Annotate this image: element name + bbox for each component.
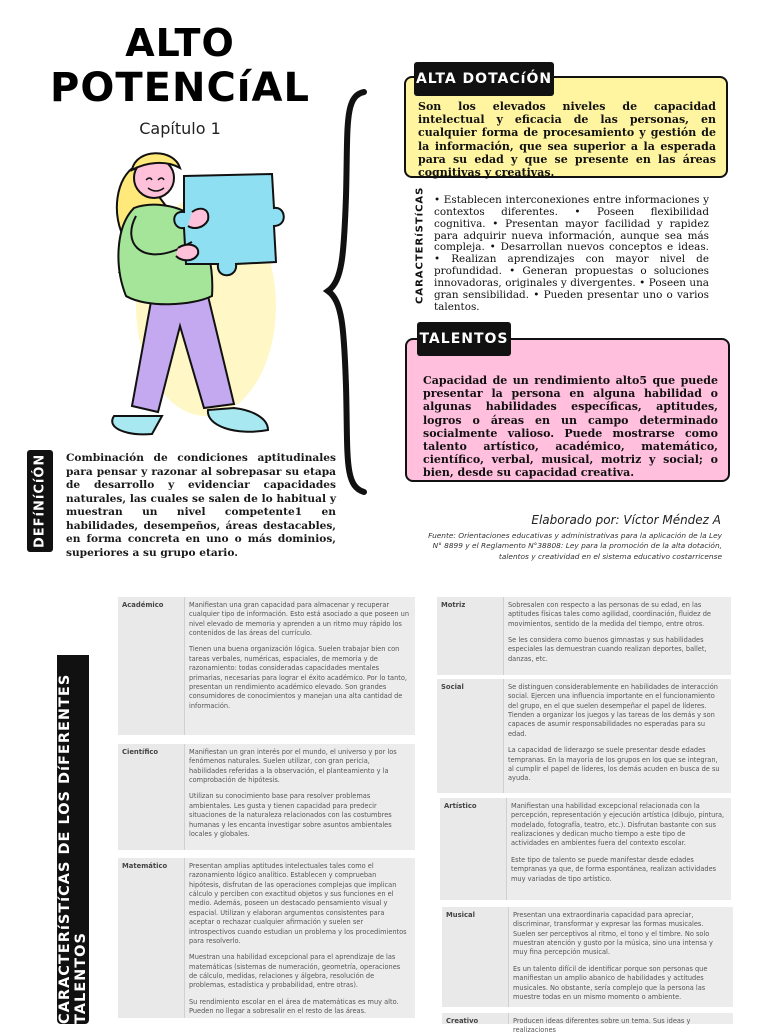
alta-dotacion-text: Son los elevados niveles de capacidad intelectual y eficacia de las personas, en cualquier forma de procesamiento y gestión de la información, que sea superior a la esperada para su edad y que se presente en las áreas cognitivas y creativas. bbox=[418, 100, 716, 179]
author-credit: Elaborado por: Víctor Méndez A bbox=[531, 513, 721, 527]
alta-dotacion-tag: ALTA DOTACíÓN bbox=[414, 62, 554, 96]
talent-paragraph: Manifiestan un gran interés por el mundo, el universo y por los fenómenos naturales. Suelen utilizar, con gran pericia, habilidades referidas a la observación, el planteamiento y la comprobación de hipótesis. bbox=[189, 748, 397, 785]
talent-description bbox=[503, 679, 731, 793]
talentos-tag: TALENTOS bbox=[417, 322, 511, 356]
talent-block-artistico bbox=[440, 798, 731, 900]
talent-description bbox=[506, 798, 731, 900]
talent-paragraph: Este tipo de talento se puede manifestar desde edades tempranas ya que, de forma espontánea, realizan actividades muy variadas de tipo artístico. bbox=[511, 855, 717, 883]
talent-block-social bbox=[437, 679, 731, 793]
talent-name: Artístico bbox=[444, 802, 477, 810]
page-title-line-1: ALTO bbox=[125, 21, 235, 65]
talent-name: Motriz bbox=[441, 601, 466, 609]
talent-paragraph: Manifiestan una habilidad excepcional relacionada con la percepción, representación y ejecución artística (dibujo, pintura, modelado, fotografía, teatro, etc.). Disfrutan bastante con sus realizaciones y dedican mucho tiempo a este tipo de actividades en ambientes fuera del contexto escolar. bbox=[511, 802, 725, 848]
talent-name: Social bbox=[441, 683, 464, 691]
talent-name: Creativo bbox=[446, 1017, 479, 1025]
talent-paragraph: Producen ideas diferentes sobre un tema. Sus ideas y realizaciones bbox=[513, 1017, 691, 1035]
talent-paragraph: Se distinguen considerablemente en habilidades de interacción social. Ejercen una influencia importante en el funcionamiento del grupo, en el que suelen desempeñar el papel de líderes. Tienden a organizar los juegos y las tareas de los demás y son capaces de asumir responsabilidades no esperadas para su edad. bbox=[508, 683, 718, 738]
girl-with-puzzle-illustration bbox=[96, 146, 286, 446]
source-credit: Fuente: Orientaciones educativas y administrativas para la aplicación de la Ley N° 8899 y el Reglamento N°38808: Ley para la promoción de la alta dotación, talentos y creatividad en el sistema educativo costarricense bbox=[428, 531, 722, 561]
talent-description bbox=[184, 858, 415, 1018]
talent-name: Académico bbox=[122, 601, 164, 609]
talent-block-musical bbox=[442, 907, 733, 1007]
talent-block-matematico bbox=[118, 858, 415, 1018]
talent-paragraph: La capacidad de liderazgo se suele presentar desde edades tempranas. En la mayoría de los grupos en los que se integran, al cumplir el papel de líderes, los demás acuden en busca de su ayuda. bbox=[508, 746, 720, 783]
talent-paragraph: Tienen una buena organización lógica. Suelen trabajar bien con tareas verbales, numéricas, espaciales, de memoria y de razonamiento: todas consideradas capacidades mentales primarias, necesarias para lograr el éxito académico. Por lo tanto, presentan un rendimiento académico elevado. Son grandes consumidores de conocimientos y manejan una alta cantidad de información. bbox=[189, 645, 407, 710]
talent-paragraph: Su rendimiento escolar en el área de matemáticas es muy alto. Pueden no llegar a sobresalir en el resto de las áreas. bbox=[189, 997, 399, 1016]
talent-description bbox=[508, 1013, 733, 1035]
page-title-line-2: POTENCíAL bbox=[50, 65, 310, 111]
talent-paragraph: Utilizan su conocimiento base para resolver problemas ambientales. Les gusta y tienen capacidad para predecir situaciones de la naturaleza relacionados con las costumbres humanas y les encanta investigar sobre asuntos ambientales locales y globales. bbox=[189, 792, 392, 838]
chapter-label: Capítulo 1 bbox=[139, 119, 221, 138]
caracteristicas-text: • Establecen interconexiones entre informaciones y contextos diferentes. • Poseen flexibilidad cognitiva. • Presentan mayor facilidad y rapidez para adquirir nueva información, aunque sea más compleja. • Desarrollan nuevos conceptos e ideas. • Realizan aprendizajes con mayor nivel de profundidad. • Generan propuestas o soluciones innovadoras, originales y divergentes. • Poseen una gran sensibilidad. • Pueden presentar uno o varios talentos. bbox=[434, 194, 709, 313]
talent-paragraph: Muestran una habilidad excepcional para el aprendizaje de las matemáticas (sistemas de numeración, geometría, operaciones de cálculo, medidas, relaciones y álgebra, resolución de problemas, estadística y probabilidad, entre otras). bbox=[189, 953, 401, 990]
talent-paragraph: Sobresalen con respecto a las personas de su edad, en las aptitudes físicas tales como agilidad, coordinación, fluidez de movimientos, sentido de la medida del tiempo, entre otros. bbox=[508, 601, 711, 628]
talentos-box bbox=[405, 338, 730, 482]
definition-text: Combinación de condiciones aptitudinales para pensar y razonar al sobrepasar su etapa de desarrollo y evidenciar capacidades naturales, las cuales se salen de lo habitual y muestran un nivel competente1 en habilidades, desempeños, áreas destacables, en forma concreta en uno o más dominios, superiores a su grupo etario. bbox=[66, 452, 336, 559]
talent-block-cientifico bbox=[118, 744, 415, 850]
talent-paragraph: Manifiestan una gran capacidad para almacenar y recuperar cualquier tipo de información. Esto está asociado a que poseen un nivel elevado de memoria y aprenden a un ritmo muy rápido los contenidos de las áreas del currículo. bbox=[189, 601, 410, 638]
talent-description bbox=[184, 597, 415, 735]
talent-block-academico bbox=[118, 597, 415, 735]
talent-name: Científico bbox=[122, 748, 159, 756]
talents-table-label: CARACTERíSTíCAS DE LOS DíFERENTES TALENTOS bbox=[57, 655, 89, 1024]
definition-label: DEFíNíCíÓN bbox=[27, 450, 53, 552]
talent-name: Matemático bbox=[122, 862, 168, 870]
talent-paragraph: Es un talento difícil de identificar porque son personas que manifiestan un amplio abanico de habilidades y actitudes musicales. No obstante, sería complejo que la persona las muestre todas en un mismo momento o ambiente. bbox=[513, 964, 708, 1001]
talent-paragraph: Se les considera como buenos gimnastas y sus habilidades especiales las demuestran cuando realizan deportes, ballet, danzas, etc. bbox=[508, 636, 707, 663]
talent-description bbox=[508, 907, 733, 1007]
talent-paragraph: Presentan una extraordinaria capacidad para apreciar, discriminar, transformar y expresar las formas musicales. Suelen ser perceptivos al ritmo, el tono y el timbre. No solo muestran atención y gusto por la música, sino una intensa y muy fina percepción musical. bbox=[513, 911, 713, 957]
talent-name: Musical bbox=[446, 911, 475, 919]
caracteristicas-label: CARACTERíSTíCAS bbox=[414, 186, 426, 304]
curly-brace bbox=[322, 86, 372, 498]
talent-description bbox=[503, 597, 731, 675]
talent-description bbox=[184, 744, 415, 850]
talent-block-motriz bbox=[437, 597, 731, 675]
talent-paragraph: Presentan amplias aptitudes intelectuales tales como el razonamiento lógico analítico. Establecen y comprueban hipótesis, disfrutan de las operaciones complejas que implican cálculo y perciben con exactitud objetos y sus funciones en el medio. Además, poseen un destacado pensamiento visual y espacial. Utilizan y elaboran argumentos consistentes para aceptar o rechazar cualquier afirmación y suelen ser introspectivos cuando estudian un problema y los procedimientos para resolverlo. bbox=[189, 862, 407, 945]
talent-block-creativo bbox=[442, 1013, 733, 1035]
talentos-text: Capacidad de un rendimiento alto5 que puede presentar la persona en alguna habilidad o algunas habilidades específicas, aptitudes, logros o áreas en un campo determinado socialmente valioso. Puede mostrarse como talento artístico, académico, matemático, científico, verbal, musical, motriz y social; o bien, desde su capacidad creativa. bbox=[423, 374, 718, 480]
